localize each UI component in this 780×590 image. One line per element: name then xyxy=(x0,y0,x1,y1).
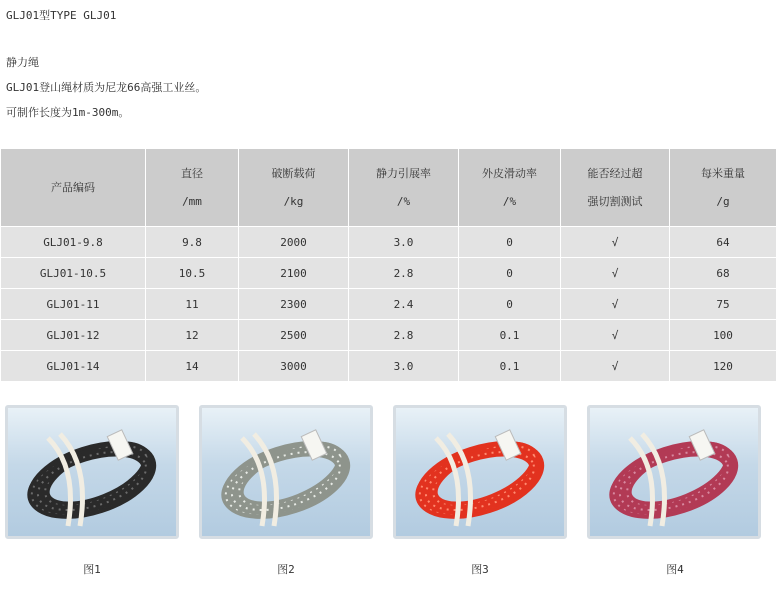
table-cell: 0 xyxy=(459,227,561,258)
table-cell: 120 xyxy=(670,351,777,382)
header-label: 破断载荷 xyxy=(271,166,316,180)
table-cell: 0.1 xyxy=(459,351,561,382)
table-cell: 14 xyxy=(146,351,239,382)
header-sheath-slippage xyxy=(459,149,561,227)
table-cell: 68 xyxy=(670,258,777,289)
table-cell: √ xyxy=(561,258,670,289)
table-cell: 11 xyxy=(146,289,239,320)
photo-caption-2: 图2 xyxy=(277,563,295,576)
table-cell: 2000 xyxy=(239,227,349,258)
photo-caption-1: 图1 xyxy=(83,563,101,576)
table-row xyxy=(1,289,777,320)
table-cell: 0 xyxy=(459,258,561,289)
table-cell: 0.1 xyxy=(459,320,561,351)
header-label: 每米重量 xyxy=(701,166,745,180)
table-cell: 3.0 xyxy=(349,351,459,382)
table-cell: √ xyxy=(561,227,670,258)
header-label: 能否经过超 xyxy=(587,166,643,180)
table-row xyxy=(1,258,777,289)
rope-photo-4 xyxy=(587,405,761,539)
table-cell: 2500 xyxy=(239,320,349,351)
header-unit: /mm xyxy=(182,194,202,208)
photo-caption-3: 图3 xyxy=(471,563,489,576)
header-cut-test xyxy=(561,149,670,227)
table-cell: GLJ01-12 xyxy=(1,320,146,351)
header-unit: /kg xyxy=(283,194,304,208)
rope-photo-2 xyxy=(199,405,373,539)
table-header-row xyxy=(1,149,777,227)
table-cell: 0 xyxy=(459,289,561,320)
rope-coil-image xyxy=(202,408,370,536)
table-row xyxy=(1,320,777,351)
header-code xyxy=(1,149,146,227)
table-cell: 64 xyxy=(670,227,777,258)
table-row xyxy=(1,227,777,258)
table-cell: 2.4 xyxy=(349,289,459,320)
table-cell: GLJ01-10.5 xyxy=(1,258,146,289)
header-unit: 强切割测试 xyxy=(587,194,643,208)
table-cell: 2.8 xyxy=(349,258,459,289)
table-cell: 9.8 xyxy=(146,227,239,258)
header-unit: /% xyxy=(396,194,411,208)
table-cell: √ xyxy=(561,351,670,382)
table-cell: GLJ01-9.8 xyxy=(1,227,146,258)
page-title: GLJ01型TYPE GLJ01 xyxy=(6,9,117,22)
spec-table xyxy=(0,148,777,382)
table-cell: 75 xyxy=(670,289,777,320)
table-row xyxy=(1,351,777,382)
header-label: 外皮滑动率 xyxy=(482,166,537,180)
rope-coil-image xyxy=(396,408,564,536)
rope-coil-image xyxy=(590,408,758,536)
table-cell: 3000 xyxy=(239,351,349,382)
table-cell: √ xyxy=(561,289,670,320)
table-cell: 12 xyxy=(146,320,239,351)
rope-photo-3 xyxy=(393,405,567,539)
product-subtitle: 静力绳 xyxy=(6,56,39,69)
table-cell: 2300 xyxy=(239,289,349,320)
table-cell: 2.8 xyxy=(349,320,459,351)
table-cell: 100 xyxy=(670,320,777,351)
material-description: GLJ01登山绳材质为尼龙66高强工业丝。 xyxy=(6,81,207,94)
table-cell: GLJ01-11 xyxy=(1,289,146,320)
rope-coil-image xyxy=(8,408,176,536)
header-diameter xyxy=(146,149,239,227)
header-breaking-load xyxy=(239,149,349,227)
length-description: 可制作长度为1m-300m。 xyxy=(6,106,130,119)
header-label: 直径 xyxy=(181,166,203,180)
table-cell: 3.0 xyxy=(349,227,459,258)
table-cell: √ xyxy=(561,320,670,351)
header-unit: /% xyxy=(502,194,517,208)
header-unit: /g xyxy=(716,194,730,208)
header-label: 静力引展率 xyxy=(376,166,431,180)
photo-caption-4: 图4 xyxy=(666,563,684,576)
table-cell: GLJ01-14 xyxy=(1,351,146,382)
header-weight-per-meter xyxy=(670,149,777,227)
header-static-elongation xyxy=(349,149,459,227)
rope-photo-1 xyxy=(5,405,179,539)
header-label: 产品编码 xyxy=(51,180,95,194)
table-cell: 2100 xyxy=(239,258,349,289)
table-cell: 10.5 xyxy=(146,258,239,289)
